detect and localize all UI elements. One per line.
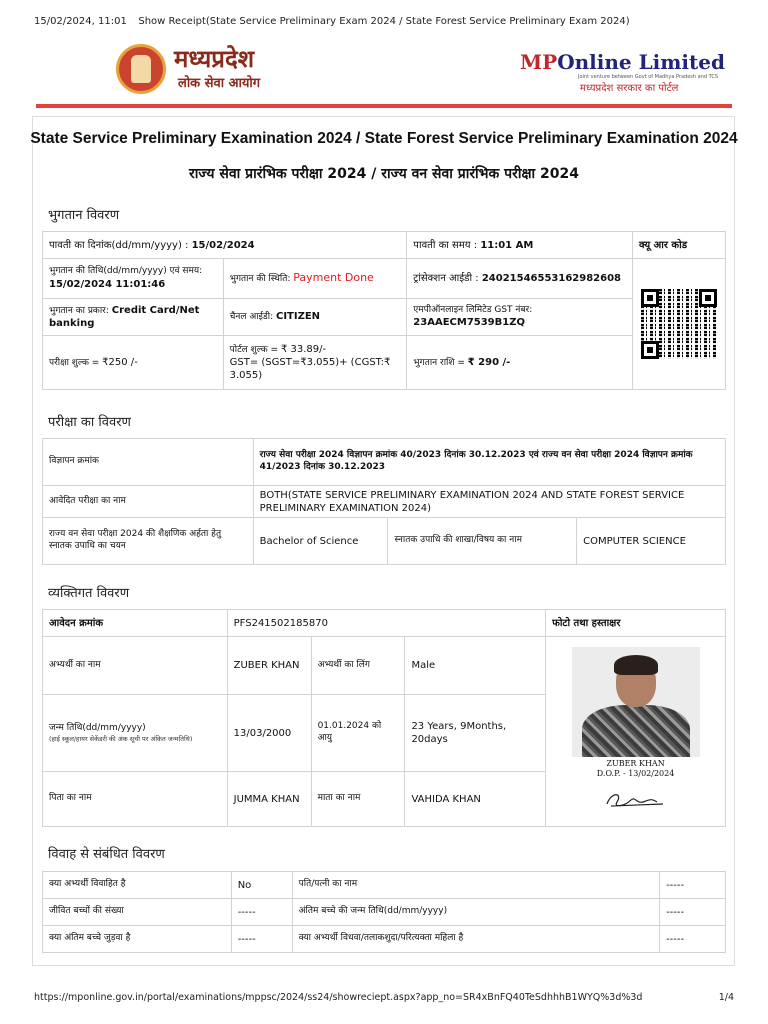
children: ----- — [231, 899, 292, 926]
qualification: Bachelor of Science — [253, 518, 388, 565]
print-footer — [34, 992, 734, 1006]
children-label: जीवित बच्चों की संख्या — [43, 899, 232, 926]
dob: 13/03/2000 — [227, 695, 311, 772]
qr-cell — [633, 259, 726, 390]
exam-fee-cell — [43, 336, 224, 390]
photo-cell — [546, 637, 726, 827]
last-child-dob-label: अंतिम बच्चे की जन्म तिथि(dd/mm/yyyy) — [292, 899, 659, 926]
exam-fee: ₹250 /- — [102, 356, 138, 368]
mother-label: माता का नाम — [311, 772, 405, 827]
receipt-date: 15/02/2024 — [191, 239, 255, 251]
gender-label: अभ्यर्थी का लिंग — [311, 637, 405, 695]
receipt-date-cell — [43, 232, 407, 259]
widow: ----- — [660, 926, 726, 953]
portal-fee-label: पोर्टल शुल्क = — [229, 344, 281, 355]
portal-fee: ₹ 33.89/- — [280, 343, 327, 355]
payment-datetime-cell — [43, 259, 224, 299]
portal-fee-gst: GST= (SGST=₹3.055)+ (CGST:₹ 3.055) — [229, 357, 391, 382]
transaction-id: 24021546553162982608 — [481, 273, 622, 284]
portal-fee-cell — [223, 336, 407, 390]
marriage-table — [42, 871, 726, 953]
father-name: JUMMA KHAN — [227, 772, 311, 827]
exam-fee-label: परीक्षा शुल्क = — [49, 357, 103, 368]
payment-mode-cell — [43, 299, 224, 336]
mponline-name-mp: MP — [520, 50, 558, 74]
receipt-time: 11:01 AM — [480, 239, 534, 251]
payment-datetime: 15/02/2024 11:01:46 — [49, 278, 166, 290]
mponline-tagline: Joint venture between Govt of Madhya Pradesh and TCS — [578, 74, 719, 80]
gst-number: 23AAECM7539B1ZQ — [413, 317, 525, 329]
widow-label: क्या अभ्यर्थी विधवा/तलाकशुदा/परित्यक्ता महिला है — [292, 926, 659, 953]
state-emblem-icon — [116, 44, 166, 94]
photo-label: फोटो तथा हस्ताक्षर — [546, 610, 726, 637]
gst-label: एमपीऑनलाइन लिमिटेड GST नंबर: — [413, 304, 533, 315]
receipt-time-cell — [407, 232, 633, 259]
mponline-logo — [520, 50, 725, 100]
spouse-label: पति/पत्नी का नाम — [292, 872, 659, 899]
advt-value: राज्य सेवा परीक्षा 2024 विज्ञापन क्रमांक 40/2023 दिनांक 30.12.2023 एवं राज्य वन सेवा परीक्षा 2024 विज्ञापन क्रमांक 41/2023 दिनांक 30.12.2023 — [253, 439, 725, 486]
personal-table — [42, 609, 726, 827]
age: 23 Years, 9Months, 20days — [405, 695, 546, 772]
payment-mode: Credit Card/Net banking — [49, 304, 200, 330]
mother-name: VAHIDA KHAN — [405, 772, 546, 827]
total-amount: ₹ 290 /- — [467, 356, 511, 368]
candidate-photo — [572, 647, 700, 757]
header-divider — [36, 104, 732, 108]
photo-caption-name: ZUBER KHAN — [606, 759, 665, 768]
print-datetime: 15/02/2024, 11:01 — [34, 16, 127, 27]
photo-caption — [552, 759, 719, 778]
transaction-cell — [407, 259, 633, 299]
candidate-name: ZUBER KHAN — [227, 637, 311, 695]
mppsc-sub: लोक सेवा आयोग — [178, 76, 261, 91]
payment-status-cell — [223, 259, 407, 299]
exam-name: BOTH(STATE SERVICE PRELIMINARY EXAMINATION 2024 AND STATE FOREST SERVICE PRELIMINARY EXAMINATION 2024) — [253, 486, 725, 518]
mponline-sub: मध्यप्रदेश सरकार का पोर्टल — [580, 83, 679, 94]
receipt-date-label: पावती का दिनांक(dd/mm/yyyy) : — [49, 239, 192, 251]
payment-status: Payment Done — [293, 271, 374, 285]
payment-table — [42, 231, 726, 390]
name-label: अभ्यर्थी का नाम — [43, 637, 228, 695]
payment-datetime-label: भुगतान की तिथि(dd/mm/yyyy) एवं समय: — [49, 266, 203, 277]
exam-section-title: परीक्षा का विवरण — [48, 415, 131, 430]
married-label: क्या अभ्यर्थी विवाहित है — [43, 872, 232, 899]
receipt-title-hi: राज्य सेवा प्रारंभिक परीक्षा 2024 / राज्य वन सेवा प्रारंभिक परीक्षा 2024 — [189, 166, 579, 182]
payment-status-label: भुगतान की स्थिति: — [229, 274, 294, 285]
spouse: ----- — [660, 872, 726, 899]
print-url: https://mponline.gov.in/portal/examinations/mppsc/2024/ss24/showreciept.aspx?app_no=SR4xBnFQ40TeSdhhhB1WYQ%3d%3d — [34, 992, 643, 1003]
print-page-number: 1/4 — [718, 992, 734, 1003]
exam-table — [42, 438, 726, 565]
twins: ----- — [231, 926, 292, 953]
mppsc-name: मध्यप्रदेश — [174, 44, 255, 73]
transaction-label: ट्रांसेक्शन आईडी : — [413, 273, 482, 284]
receipt-title-en: State Service Preliminary Examination 2024 / State Forest Service Preliminary Examination 2024 — [30, 130, 738, 147]
advt-label: विज्ञापन क्रमांक — [43, 439, 254, 486]
branch: COMPUTER SCIENCE — [577, 518, 726, 565]
print-header — [34, 16, 734, 30]
married: No — [231, 872, 292, 899]
personal-section-title: व्यक्तिगत विवरण — [48, 586, 130, 601]
total-cell — [407, 336, 633, 390]
qualification-label: राज्य वन सेवा परीक्षा 2024 की शैक्षणिक अर्हता हेतु स्नातक उपाधि का चयन — [43, 518, 254, 565]
signature-icon — [601, 788, 671, 812]
age-label: 01.01.2024 को आयु — [311, 695, 405, 772]
photo-caption-dop: D.O.P. - 13/02/2024 — [596, 768, 675, 778]
payment-mode-label: भुगतान का प्रकार: — [49, 305, 112, 316]
payment-section-title: भुगतान विवरण — [48, 208, 120, 223]
twins-label: क्या अंतिम बच्चे जुड़वा है — [43, 926, 232, 953]
logo-bar — [36, 40, 732, 100]
mponline-name-online: Online Limited — [557, 50, 725, 74]
app-no-label: आवेदन क्रमांक — [43, 610, 228, 637]
dob-label-cell — [43, 695, 228, 772]
channel-label: चैनल आईडी: — [229, 312, 276, 323]
gst-cell — [407, 299, 633, 336]
app-no: PFS241502185870 — [227, 610, 545, 637]
dob-label: जन्म तिथि(dd/mm/yyyy) — [49, 722, 146, 733]
gender: Male — [405, 637, 546, 695]
dob-note: (हाई स्कूल/हायर सेकेंडरी की अंक सूची पर अंकित जन्मतिथि) — [49, 734, 193, 743]
qr-label: क्यू आर कोड — [633, 232, 726, 259]
qr-code-icon — [641, 289, 717, 359]
channel-cell — [223, 299, 407, 336]
marriage-section-title: विवाह से संबंधित विवरण — [48, 847, 165, 862]
total-label: भुगतान राशि = — [413, 357, 468, 368]
channel-id: CITIZEN — [275, 311, 321, 323]
branch-label: स्नातक उपाधि की शाखा/विषय का नाम — [388, 518, 577, 565]
print-title: Show Receipt(State Service Preliminary Exam 2024 / State Forest Service Preliminary Exam 2024) — [138, 16, 630, 27]
receipt-time-label: पावती का समय : — [413, 239, 481, 251]
mponline-name — [520, 50, 725, 74]
father-label: पिता का नाम — [43, 772, 228, 827]
last-child-dob: ----- — [660, 899, 726, 926]
exam-name-label: आवेदित परीक्षा का नाम — [43, 486, 254, 518]
